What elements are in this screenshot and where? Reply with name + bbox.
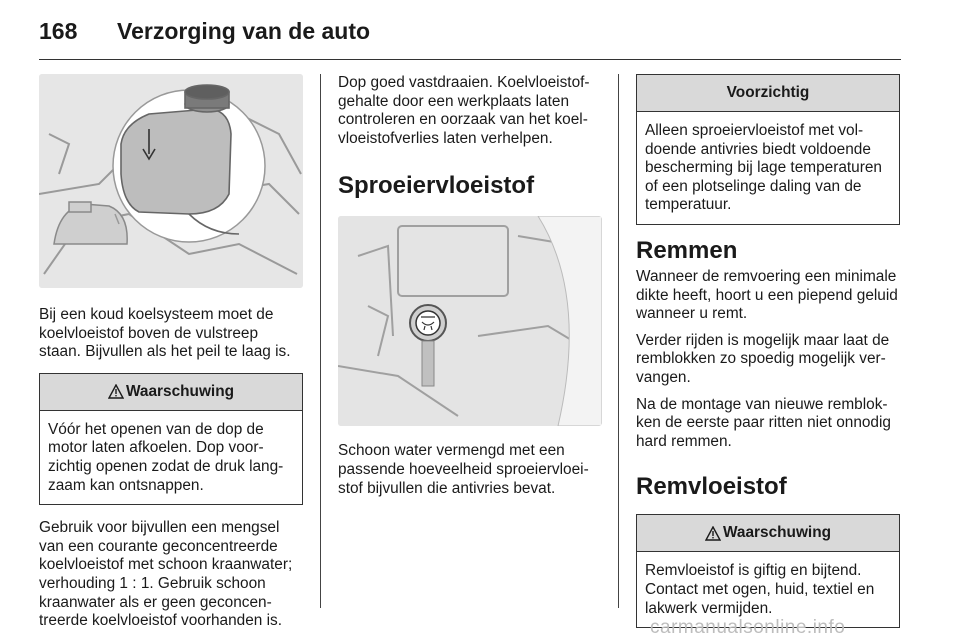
brakes-paragraph-2: Verder rijden is mogelijk maar laat de remblokken zo spoedig mogelijk vervangen. — [636, 331, 890, 386]
coolant-warning-text: Vóór het openen van de dop de motor laten afkoelen. Dop voorzichtig openen zodat de druk langzaam kan ontsnappen. — [48, 420, 284, 494]
brakes-heading: Remmen — [636, 236, 738, 264]
column-divider-1 — [320, 74, 321, 608]
page-header — [39, 14, 901, 54]
brake-fluid-warning-text: Remvloeistof is giftig en bijtend. Contact met ogen, huid, textiel en lakwerk vermijden. — [645, 562, 875, 617]
coolant-mix-text: Gebruik voor bijvullen een mengsel van een courante geconcentreerde koelvloeistof met schoon kraanwater; verhouding 1 : 1. Gebruik schoon kraanwater als er geen geconcentreerde koelvloeistof voorhanden is. — [39, 519, 293, 630]
warning-triangle-icon — [108, 384, 124, 399]
brake-fluid-warning-label: Waarschuwing — [722, 524, 832, 542]
washer-reservoir-illustration — [338, 216, 602, 426]
washer-fluid-text: Schoon water vermengd met een passende hoeveelheid sproeiervloeistof bijvullen die antivries bevat. — [338, 442, 589, 497]
page-number: 168 — [39, 18, 78, 44]
brake-fluid-heading: Remvloeistof — [636, 473, 787, 501]
washer-reservoir-drawing — [338, 216, 602, 426]
column-2 — [338, 74, 602, 498]
column-3 — [636, 74, 900, 628]
brakes-paragraph-3: Na de montage van nieuwe remblokken de eerste paar ritten niet onnodig hard remmen. — [636, 395, 891, 450]
warning-triangle-icon — [705, 526, 721, 541]
column-divider-2 — [618, 74, 619, 608]
coolant-warning-label: Waarschuwing — [125, 382, 235, 400]
washer-fluid-heading: Sproeiervloeistof — [338, 172, 535, 200]
brake-fluid-warning-box — [636, 514, 900, 628]
coolant-level-text: Bij een koud koelsysteem moet de koelvloeistof boven de vulstreep staan. Bijvullen als het peil te laag is. — [39, 306, 291, 361]
brake-fluid-warning-title — [637, 515, 899, 552]
coolant-reservoir-drawing — [39, 74, 303, 288]
watermark: carmanualsonline.info — [650, 617, 846, 638]
column-1 — [39, 74, 303, 631]
header-rule — [39, 59, 901, 60]
caution-title: Voorzichtig — [637, 75, 899, 112]
caution-box — [636, 74, 900, 225]
coolant-reservoir-illustration — [39, 74, 303, 288]
caution-text: Alleen sproeiervloeistof met voldoende antivries biedt voldoende bescherming bij lage temperaturen of een plotselinge daling van de temperatuur. — [645, 122, 882, 214]
brakes-paragraph-1: Wanneer de remvoering een minimale dikte heeft, hoort u een piepend geluid wanneer u remt. — [636, 267, 898, 323]
page-title: Verzorging van de auto — [117, 18, 371, 44]
coolant-continuation-text: Dop goed vastdraaien. Koelvloeistofgehalte door een werkplaats laten controleren en oorzaak van het koelvloeistofverlies laten verhelpen. — [338, 74, 590, 147]
coolant-warning-title — [40, 374, 302, 411]
coolant-warning-box — [39, 373, 303, 505]
